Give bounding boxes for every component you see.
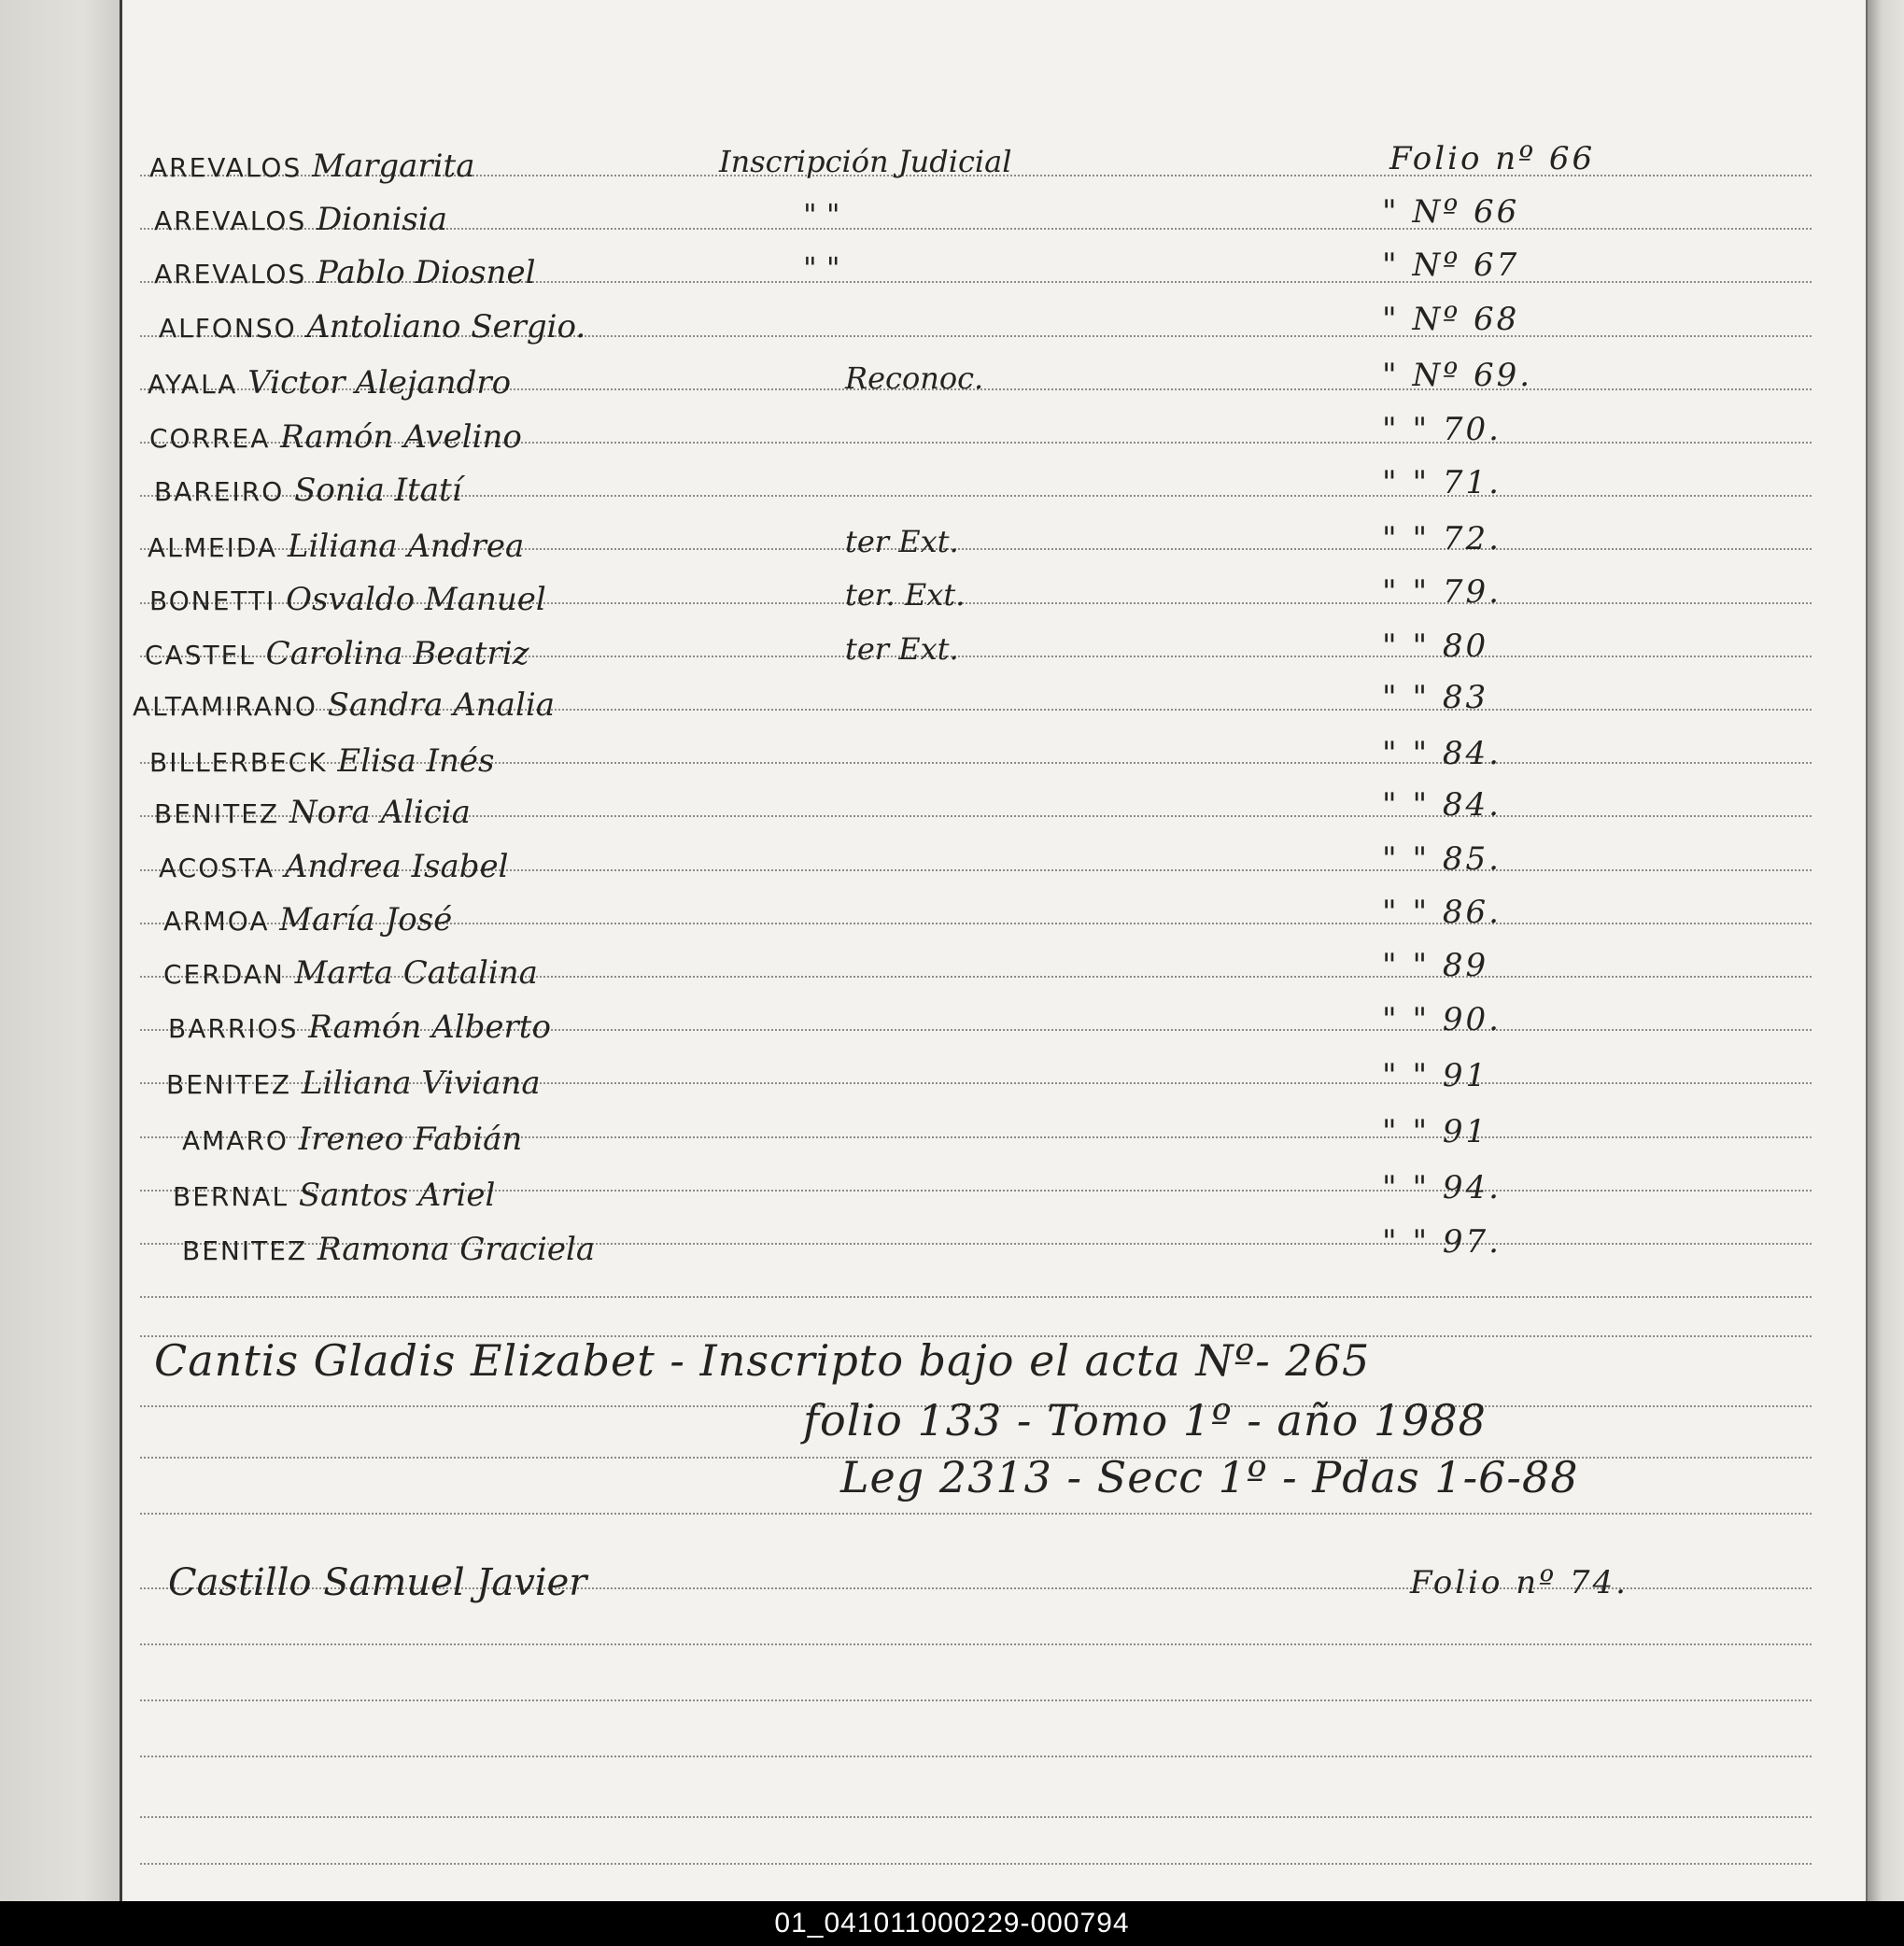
entry-folio: " " 85. <box>1382 840 1502 878</box>
ruled-line <box>140 1699 1812 1701</box>
entry-surname: BENITEZ <box>182 1235 308 1266</box>
entry-given-name: Ireneo Fabián <box>288 1121 523 1158</box>
entry-folio: " " 84. <box>1382 735 1502 772</box>
entry-folio: " " 83 <box>1382 679 1489 716</box>
entry-surname: AREVALOS <box>149 152 303 183</box>
entry-note: ter Ext. <box>845 524 959 559</box>
entry-name <box>148 364 511 402</box>
entry-given-name: Carolina Beatriz <box>255 635 529 672</box>
entry-name <box>154 794 471 831</box>
entry-surname: CORREA <box>149 423 271 454</box>
entry-given-name: Pablo Diosnel <box>306 254 536 291</box>
entry-given-name: Liliana Viviana <box>291 1065 541 1102</box>
entry-name <box>166 1065 541 1102</box>
entry-folio: " " 71. <box>1382 464 1502 501</box>
entry-folio: " " 79. <box>1382 573 1502 611</box>
entry-surname: CASTEL <box>145 640 256 670</box>
entry-note: Reconoc. <box>845 360 984 396</box>
entry-surname: CERDAN <box>163 959 285 990</box>
entry-surname: BENITEZ <box>166 1069 292 1100</box>
entry-name <box>173 1177 495 1214</box>
entry-note: " " <box>803 197 840 233</box>
entry-name <box>149 581 546 618</box>
entry-note: " " <box>803 250 840 286</box>
entry-folio: " Nº 67 <box>1382 247 1520 284</box>
entry-surname: BAREIRO <box>154 476 285 507</box>
entry-given-name: Andrea Isabel <box>275 848 509 885</box>
entry-name <box>145 635 529 672</box>
entry-folio: " " 91 <box>1382 1057 1489 1094</box>
entry-surname: ALFONSO <box>159 313 297 344</box>
entry-name <box>182 1121 522 1158</box>
entry-name <box>149 742 494 780</box>
last-entry-folio: Folio nº 74. <box>1410 1564 1629 1601</box>
entry-given-name: Antoliano Sergio. <box>296 308 586 345</box>
ruled-line <box>140 1513 1812 1515</box>
entry-name <box>163 901 452 938</box>
entry-given-name: Liliana Andrea <box>277 528 525 565</box>
entry-surname: ACOSTA <box>159 853 275 883</box>
entry-given-name: María José <box>269 901 453 938</box>
entry-given-name: Sonia Itatí <box>284 472 462 509</box>
entry-surname: ALTAMIRANO <box>133 691 317 722</box>
entry-folio: Folio nº 66 <box>1389 140 1596 177</box>
entry-given-name: Ramona Graciela <box>307 1231 596 1268</box>
entry-given-name: Sandra Analia <box>317 686 555 724</box>
entry-folio: " " 70. <box>1382 411 1502 448</box>
entry-surname: ALMEIDA <box>148 532 278 563</box>
entry-given-name: Marta Catalina <box>284 954 538 992</box>
ruled-line <box>140 1816 1812 1818</box>
annotation-line-3: Leg 2313 - Secc 1º - Pdas 1-6-88 <box>840 1452 1579 1502</box>
entry-folio: " " 86. <box>1382 894 1502 931</box>
entry-folio: " " 80 <box>1382 628 1489 665</box>
entry-given-name: Dionisia <box>306 201 448 238</box>
entry-surname: AYALA <box>148 369 238 400</box>
entry-surname: AREVALOS <box>154 259 307 289</box>
annotation-line-2: folio 133 - Tomo 1º - año 1988 <box>803 1395 1487 1445</box>
entry-folio: " " 97. <box>1382 1223 1502 1261</box>
ruled-line <box>140 1756 1812 1757</box>
ruled-line <box>140 1863 1812 1865</box>
entry-given-name: Ramón Avelino <box>270 418 522 456</box>
entry-given-name: Santos Ariel <box>289 1177 496 1214</box>
entry-surname: BERNAL <box>173 1181 289 1212</box>
ruled-line <box>140 1296 1812 1298</box>
entry-name <box>154 201 447 238</box>
entry-name <box>148 528 524 565</box>
entry-name <box>149 418 522 456</box>
entry-folio: " " 84. <box>1382 786 1502 824</box>
entry-folio: " " 94. <box>1382 1169 1502 1206</box>
entry-name <box>159 308 585 345</box>
entry-name <box>133 686 555 724</box>
annotation-line-1: Cantis Gladis Elizabet - Inscripto bajo el acta Nº- 265 <box>154 1335 1371 1386</box>
entry-folio: " Nº 66 <box>1382 193 1520 231</box>
entry-folio: " " 89 <box>1382 947 1489 984</box>
entry-name <box>154 254 536 291</box>
entry-given-name: Nora Alicia <box>279 794 471 831</box>
entry-note: ter. Ext. <box>845 577 966 613</box>
entry-surname: BARRIOS <box>168 1013 299 1044</box>
ruled-line <box>140 1643 1812 1645</box>
entry-given-name: Ramón Alberto <box>298 1008 551 1046</box>
entry-surname: BONETTI <box>149 585 276 616</box>
entry-given-name: Elisa Inés <box>327 742 495 780</box>
entry-surname: ARMOA <box>163 906 270 937</box>
last-entry-name: Castillo Samuel Javier <box>168 1561 587 1604</box>
entry-name <box>154 472 462 509</box>
entry-note: Inscripción Judicial <box>719 144 1012 179</box>
entry-surname: AREVALOS <box>154 205 307 236</box>
entry-folio: " " 90. <box>1382 1001 1502 1038</box>
entry-surname: BENITEZ <box>154 798 280 829</box>
book-binding <box>0 0 120 1901</box>
entry-given-name: Margarita <box>302 148 475 185</box>
entry-note: ter Ext. <box>845 631 959 667</box>
entry-folio: " " 91 <box>1382 1113 1489 1150</box>
entry-surname: BILLERBECK <box>149 747 328 778</box>
entry-name <box>163 954 538 992</box>
entry-name <box>159 848 509 885</box>
entry-name <box>182 1231 595 1268</box>
entry-surname: AMARO <box>182 1125 289 1156</box>
page-edge <box>1866 0 1904 1901</box>
entry-given-name: Osvaldo Manuel <box>275 581 546 618</box>
entry-folio: " Nº 69. <box>1382 357 1533 394</box>
entry-folio: " Nº 68 <box>1382 301 1520 338</box>
entry-name <box>168 1008 551 1046</box>
entry-given-name: Victor Alejandro <box>237 364 512 402</box>
entry-name <box>149 148 474 185</box>
image-caption: 01_041011000229-000794 <box>0 1901 1904 1946</box>
entry-folio: " " 72. <box>1382 520 1502 557</box>
